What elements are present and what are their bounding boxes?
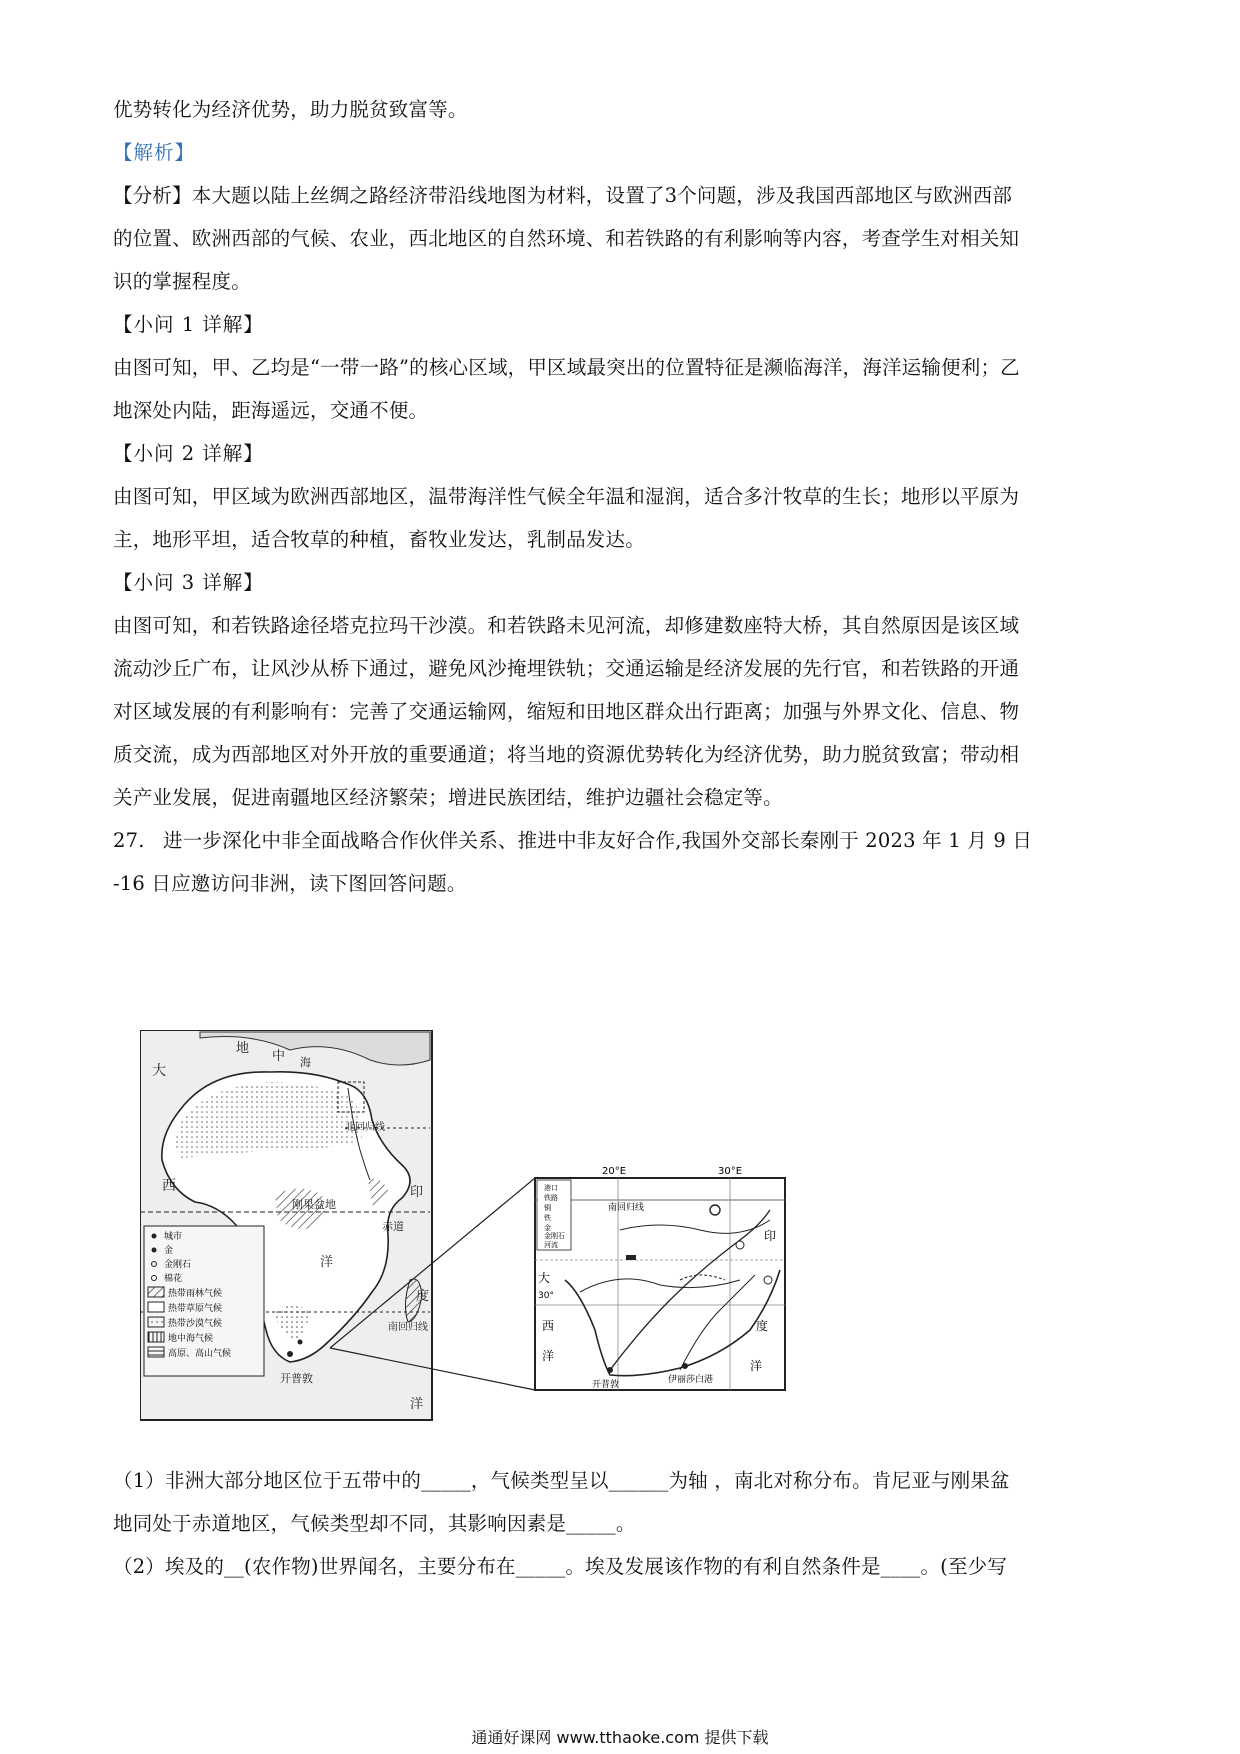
text-line: 对区域发展的有利影响有：完善了交通运输网，缩短和田地区群众出行距离；加强与外界文化、信息、物 [113, 700, 1020, 723]
analysis-heading: 【解析】 [113, 141, 196, 164]
svg-text:中: 中 [272, 1049, 286, 1064]
text-line: 质交流，成为西部地区对外开放的重要通道；将当地的资源优势转化为经济优势，助力脱贫致富；带动相 [113, 743, 1020, 766]
svg-text:铜: 铜 [544, 1204, 551, 1212]
text-line: 的位置、欧洲西部的气候、农业，西北地区的自然环境、和若铁路的有利影响等内容，考查学生对相关知 [113, 227, 1020, 250]
text-line: 由图可知，甲区域为欧洲西部地区，温带海洋性气候全年温和湿润，适合多汁牧草的生长；地形以平原为 [113, 485, 1020, 508]
svg-text:赤道: 赤道 [382, 1220, 404, 1233]
svg-text:棉花: 棉花 [164, 1274, 183, 1284]
svg-text:铁路: 铁路 [544, 1194, 558, 1202]
sub-question-1a: （1）非洲大部分地区位于五带中的_____，气候类型呈以______为轴 ，南北对称分布。肯尼亚与刚果盆 [113, 1469, 1010, 1492]
svg-text:印: 印 [410, 1185, 424, 1200]
text-line: 由图可知，和若铁路途径塔克拉玛干沙漠。和若铁路未见河流，却修建数座特大桥，其自然原因是该区域 [113, 614, 1020, 637]
svg-text:铁: 铁 [544, 1214, 551, 1222]
svg-text:地: 地 [236, 1041, 250, 1056]
svg-text:洋: 洋 [410, 1397, 424, 1412]
svg-text:开普敦: 开普敦 [280, 1372, 313, 1385]
svg-text:20°E: 20°E [602, 1166, 627, 1177]
text-line: 由图可知，甲、乙均是“一带一路”的核心区域，甲区域最突出的位置特征是濒临海洋，海洋运输便利；乙 [113, 356, 1020, 379]
svg-text:大: 大 [152, 1063, 166, 1079]
section-heading: 【小问 3 详解】 [113, 571, 264, 594]
svg-text:海: 海 [300, 1056, 311, 1069]
svg-text:度: 度 [756, 1319, 769, 1333]
question-27-line2: -16 日应邀访问非洲，读下图回答问题。 [113, 872, 467, 895]
question-number: 27. [113, 829, 145, 852]
svg-text:伊丽莎白港: 伊丽莎白港 [668, 1375, 714, 1385]
text-line: 主，地形平坦，适合牧草的种植，畜牧业发达，乳制品发达。 [113, 528, 645, 551]
svg-text:地中海气候: 地中海气候 [168, 1334, 214, 1344]
svg-text:刚果盆地: 刚果盆地 [292, 1198, 336, 1211]
text-line: 优势转化为经济优势，助力脱贫致富等。 [113, 98, 468, 121]
svg-text:开普敦: 开普敦 [592, 1380, 620, 1390]
question-27-line1 [113, 828, 1123, 853]
svg-text:港口: 港口 [544, 1184, 558, 1192]
svg-text:城市: 城市 [164, 1232, 183, 1242]
svg-text:金刚石: 金刚石 [164, 1260, 192, 1270]
svg-text:河流: 河流 [544, 1241, 558, 1249]
text-line: 【分析】本大题以陆上丝绸之路经济带沿线地图为材料，设置了3个问题，涉及我国西部地区与欧洲西部 [113, 184, 1013, 207]
svg-text:大: 大 [538, 1271, 551, 1285]
svg-text:南回归线: 南回归线 [388, 1322, 428, 1333]
svg-text:西: 西 [542, 1319, 555, 1333]
svg-text:热带草原气候: 热带草原气候 [168, 1304, 223, 1314]
section-heading: 【小问 1 详解】 [113, 313, 264, 336]
svg-text:南回归线: 南回归线 [608, 1203, 645, 1213]
svg-text:洋: 洋 [320, 1255, 334, 1270]
sub-question-2: （2）埃及的__(农作物)世界闻名，主要分布在_____。埃及发展该作物的有利自然条件是____。(至少写 [113, 1555, 1008, 1578]
question-text: 进一步深化中非全面战略合作伙伴关系、推进中非友好合作,我国外交部长秦刚于 2023 年 1 月 9 日 [163, 829, 1033, 852]
svg-text:金: 金 [164, 1246, 174, 1256]
south-africa-inset [535, 1166, 785, 1390]
svg-text:度: 度 [416, 1289, 430, 1304]
text-line: 关产业发展，促进南疆地区经济繁荣；增进民族团结，维护边疆社会稳定等。 [113, 786, 783, 809]
svg-text:高原、高山气候: 高原、高山气候 [168, 1349, 232, 1359]
africa-map-figure [140, 1030, 900, 1450]
text-line: 流动沙丘广布，让风沙从桥下通过，避免风沙掩埋铁轨；交通运输是经济发展的先行官，和若铁路的开通 [113, 657, 1020, 680]
svg-text:金刚石: 金刚石 [544, 1232, 565, 1240]
page-footer: 通通好课网 www.tthaoke.com 提供下载 [471, 1728, 769, 1747]
svg-text:洋: 洋 [542, 1349, 555, 1363]
svg-text:热带雨林气候: 热带雨林气候 [168, 1289, 223, 1299]
section-heading: 【小问 2 详解】 [113, 442, 264, 465]
text-line: 地深处内陆，距海遥远，交通不便。 [113, 399, 429, 422]
svg-text:洋: 洋 [750, 1359, 763, 1373]
text-line: 识的掌握程度。 [113, 270, 251, 293]
africa-map-legend [144, 1226, 264, 1376]
svg-text:金: 金 [544, 1224, 551, 1232]
svg-text:印: 印 [764, 1229, 777, 1243]
svg-text:30°E: 30°E [718, 1166, 743, 1177]
svg-text:热带沙漠气候: 热带沙漠气候 [168, 1319, 223, 1329]
sub-question-1b: 地同处于赤道地区，气候类型却不同，其影响因素是_____。 [113, 1512, 636, 1535]
svg-text:北回归线: 北回归线 [345, 1122, 385, 1133]
svg-text:30°: 30° [538, 1291, 554, 1301]
svg-text:西: 西 [162, 1178, 176, 1194]
